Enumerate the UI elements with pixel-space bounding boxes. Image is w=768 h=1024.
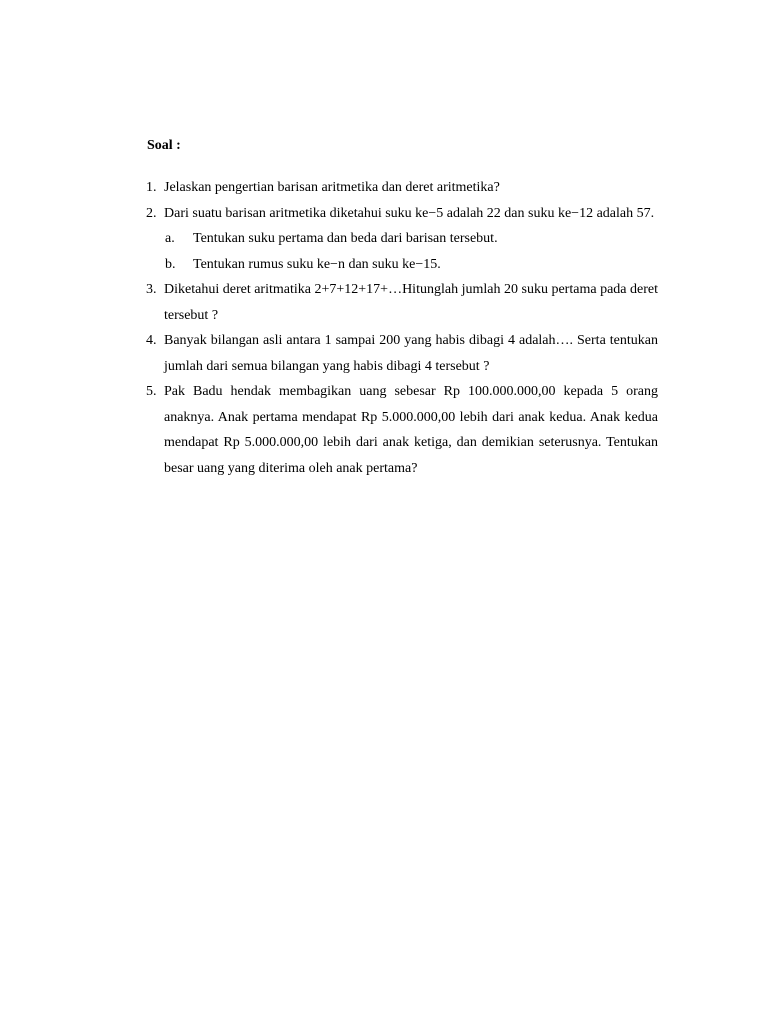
question-text: Banyak bilangan asli antara 1 sampai 200 yang habis dibagi 4 adalah…. Serta tentukan jumlah dari semua bilangan yang habis dibagi 4 tersebut ?	[164, 333, 658, 374]
question-number: 3.	[146, 282, 157, 297]
sub-question-text: Tentukan suku pertama dan beda dari barisan tersebut.	[193, 231, 498, 246]
page-heading: Soal :	[147, 138, 181, 153]
question-5	[146, 379, 658, 481]
sub-question-a	[146, 226, 658, 252]
question-number: 1.	[146, 180, 157, 195]
question-number: 5.	[146, 384, 157, 399]
sub-question-b	[146, 252, 658, 278]
question-number: 4.	[146, 333, 157, 348]
question-2	[146, 201, 658, 227]
question-1	[146, 175, 658, 201]
sub-question-letter: b.	[165, 256, 176, 272]
question-text: Dari suatu barisan aritmetika diketahui suku ke−5 adalah 22 dan suku ke−12 adalah 57.	[164, 205, 655, 221]
question-text: Diketahui deret aritmatika 2+7+12+17+…Hitunglah jumlah 20 suku pertama pada deret tersebut ?	[164, 282, 658, 323]
question-text: Jelaskan pengertian barisan aritmetika dan deret aritmetika?	[164, 180, 500, 195]
question-list	[146, 175, 658, 481]
question-3	[146, 277, 658, 328]
question-4	[146, 328, 658, 379]
question-number: 2.	[146, 205, 157, 221]
question-text: Pak Badu hendak membagikan uang sebesar Rp 100.000.000,00 kepada 5 orang anaknya. Anak pertama mendapat Rp 5.000.000,00 lebih dari anak kedua. Anak kedua mendapat Rp 5.000.000,00 lebih dari anak ketiga, dan demikian seterusnya. Tentukan besar uang yang diterima oleh anak pertama?	[164, 384, 658, 476]
sub-question-letter: a.	[165, 231, 175, 246]
sub-question-text: Tentukan rumus suku ke−n dan suku ke−15.	[193, 256, 441, 272]
